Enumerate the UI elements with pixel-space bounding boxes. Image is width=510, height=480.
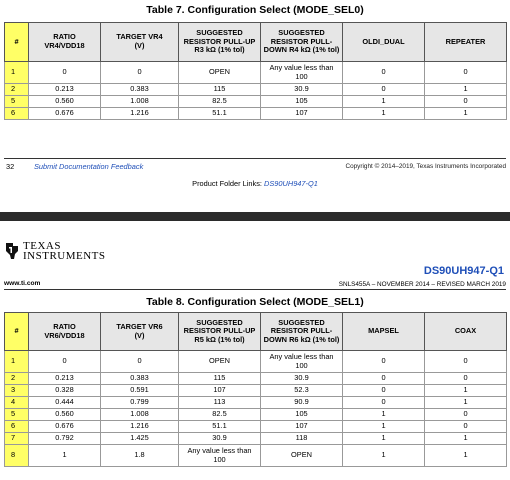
repeater-cell: 1	[425, 108, 507, 120]
target-cell: 1.008	[101, 409, 179, 421]
table-row	[5, 108, 507, 120]
table-row	[5, 351, 507, 373]
pulldown-cell: 107	[261, 108, 343, 120]
pullup-cell: 51.1	[179, 108, 261, 120]
footer-divider	[4, 158, 506, 159]
pullup-cell: 51.1	[179, 421, 261, 433]
mapsel-cell: 1	[343, 445, 425, 467]
repeater-cell: 1	[425, 84, 507, 96]
pullup-cell: 82.5	[179, 409, 261, 421]
table8-header-pulldown: SUGGESTED RESISTOR PULL-DOWN R6 kΩ (1% tol)	[261, 313, 343, 351]
target-cell: 1.008	[101, 96, 179, 108]
target-cell: 0.591	[101, 385, 179, 397]
ratio-cell: 0.676	[29, 421, 101, 433]
row-number: 4	[5, 397, 29, 409]
table8-header-target-label: TARGET VR6	[116, 321, 163, 331]
pullup-cell: Any value less than 100	[179, 445, 261, 467]
header-divider	[4, 289, 506, 290]
target-cell: 0.383	[101, 373, 179, 385]
logo-line-2: INSTRUMENTS	[23, 250, 106, 262]
table-row	[5, 385, 507, 397]
copyright-text: Copyright © 2014–2019, Texas Instruments Incorporated	[345, 163, 506, 170]
table7-header-pullup: SUGGESTED RESISTOR PULL-UP R3 kΩ (1% tol)	[179, 23, 261, 62]
coax-cell: 0	[425, 421, 507, 433]
target-cell: 1.8	[101, 445, 179, 467]
row-number: 3	[5, 385, 29, 397]
row-number: 6	[5, 108, 29, 120]
product-folder-link[interactable]: DS90UH947-Q1	[264, 179, 318, 188]
logo-wordmark	[23, 241, 106, 261]
table7-header-target-label: TARGET VR4	[116, 32, 163, 42]
row-number: 5	[5, 409, 29, 421]
pulldown-cell: 105	[261, 409, 343, 421]
ratio-cell: 0.328	[29, 385, 101, 397]
row-number: 6	[5, 421, 29, 433]
target-cell: 1.425	[101, 433, 179, 445]
mapsel-cell: 1	[343, 409, 425, 421]
table8	[4, 312, 507, 467]
repeater-cell: 0	[425, 96, 507, 108]
submit-feedback-link[interactable]: Submit Documentation Feedback	[34, 162, 144, 171]
ratio-cell: 0.560	[29, 96, 101, 108]
oldi-dual-cell: 1	[343, 108, 425, 120]
table7-header-repeater: REPEATER	[425, 23, 507, 62]
table8-header-num: #	[5, 313, 29, 351]
product-folder-label: Product Folder Links:	[192, 179, 265, 188]
table-row	[5, 445, 507, 467]
pullup-cell: 115	[179, 84, 261, 96]
table7-header-target	[101, 23, 179, 62]
coax-cell: 0	[425, 373, 507, 385]
table8-header-mapsel: MAPSEL	[343, 313, 425, 351]
table7-header-oldi-dual: OLDI_DUAL	[343, 23, 425, 62]
table-row	[5, 397, 507, 409]
logo-line-1: TEXAS	[23, 240, 61, 252]
table-row	[5, 84, 507, 96]
texas-instruments-logo-icon	[4, 242, 20, 260]
table7-header-target-unit: (V)	[134, 41, 145, 50]
mapsel-cell: 1	[343, 421, 425, 433]
table-row	[5, 421, 507, 433]
pullup-cell: OPEN	[179, 62, 261, 84]
target-cell: 0	[101, 62, 179, 84]
table-row	[5, 409, 507, 421]
pulldown-cell: 30.9	[261, 373, 343, 385]
table-row	[5, 96, 507, 108]
table8-title: Table 8. Configuration Select (MODE_SEL1)	[146, 296, 364, 308]
ti-logo	[4, 241, 106, 261]
mapsel-cell: 0	[343, 351, 425, 373]
pulldown-cell: Any value less than 100	[261, 62, 343, 84]
mapsel-cell: 0	[343, 397, 425, 409]
target-cell: 1.216	[101, 108, 179, 120]
table8-header-ratio-label: RATIO	[53, 321, 76, 331]
pullup-cell: OPEN	[179, 351, 261, 373]
ratio-cell: 0.560	[29, 409, 101, 421]
coax-cell: 1	[425, 445, 507, 467]
ratio-cell: 0.213	[29, 373, 101, 385]
ratio-cell: 0.676	[29, 108, 101, 120]
table7	[4, 22, 507, 120]
mapsel-cell: 0	[343, 385, 425, 397]
coax-cell: 1	[425, 385, 507, 397]
ratio-cell: 0.213	[29, 84, 101, 96]
pulldown-cell: 52.3	[261, 385, 343, 397]
pulldown-cell: 105	[261, 96, 343, 108]
oldi-dual-cell: 1	[343, 96, 425, 108]
table7-header-ratio	[29, 23, 101, 62]
table8-header-target	[101, 313, 179, 351]
pullup-cell: 113	[179, 397, 261, 409]
target-cell: 1.216	[101, 421, 179, 433]
ratio-cell: 0.444	[29, 397, 101, 409]
pulldown-cell: 30.9	[261, 84, 343, 96]
table8-header-ratio-sub: VR6/VDD18	[44, 330, 85, 340]
coax-cell: 0	[425, 351, 507, 373]
coax-cell: 0	[425, 409, 507, 421]
pulldown-cell: 90.9	[261, 397, 343, 409]
table8-header-ratio	[29, 313, 101, 351]
row-number: 8	[5, 445, 29, 467]
website-url[interactable]: www.ti.com	[4, 280, 41, 287]
table7-header-pulldown: SUGGESTED RESISTOR PULL-DOWN R4 kΩ (1% tol)	[261, 23, 343, 62]
ratio-cell: 0.792	[29, 433, 101, 445]
pulldown-cell: 107	[261, 421, 343, 433]
mapsel-cell: 1	[343, 433, 425, 445]
ratio-cell: 1	[29, 445, 101, 467]
table-row	[5, 433, 507, 445]
page-separator	[0, 212, 510, 221]
pulldown-cell: 118	[261, 433, 343, 445]
oldi-dual-cell: 0	[343, 84, 425, 96]
row-number: 1	[5, 351, 29, 373]
table7-title: Table 7. Configuration Select (MODE_SEL0)	[146, 4, 364, 16]
document-number: DS90UH947-Q1	[423, 265, 504, 277]
pulldown-cell: Any value less than 100	[261, 351, 343, 373]
target-cell: 0.799	[101, 397, 179, 409]
table-row	[5, 373, 507, 385]
product-folder-links	[0, 179, 510, 188]
oldi-dual-cell: 0	[343, 62, 425, 84]
coax-cell: 1	[425, 433, 507, 445]
mapsel-cell: 0	[343, 373, 425, 385]
repeater-cell: 0	[425, 62, 507, 84]
table-row	[5, 62, 507, 84]
row-number: 7	[5, 433, 29, 445]
pullup-cell: 115	[179, 373, 261, 385]
table8-header-pullup: SUGGESTED RESISTOR PULL-UP R5 kΩ (1% tol)	[179, 313, 261, 351]
target-cell: 0	[101, 351, 179, 373]
page-number: 32	[6, 162, 15, 171]
row-number: 2	[5, 373, 29, 385]
pullup-cell: 107	[179, 385, 261, 397]
row-number: 1	[5, 62, 29, 84]
pullup-cell: 30.9	[179, 433, 261, 445]
table7-header-ratio-label: RATIO	[53, 32, 76, 42]
target-cell: 0.383	[101, 84, 179, 96]
row-number: 5	[5, 96, 29, 108]
pullup-cell: 82.5	[179, 96, 261, 108]
ratio-cell: 0	[29, 62, 101, 84]
table7-header-num: #	[5, 23, 29, 62]
document-revision: SNLS455A – NOVEMBER 2014 – REVISED MARCH 2019	[338, 281, 506, 288]
ratio-cell: 0	[29, 351, 101, 373]
row-number: 2	[5, 84, 29, 96]
table7-header-ratio-sub: VR4/VDD18	[44, 41, 85, 50]
table8-header-coax: COAX	[425, 313, 507, 351]
table8-header-target-unit: (V)	[134, 330, 145, 340]
coax-cell: 1	[425, 397, 507, 409]
pulldown-cell: OPEN	[261, 445, 343, 467]
